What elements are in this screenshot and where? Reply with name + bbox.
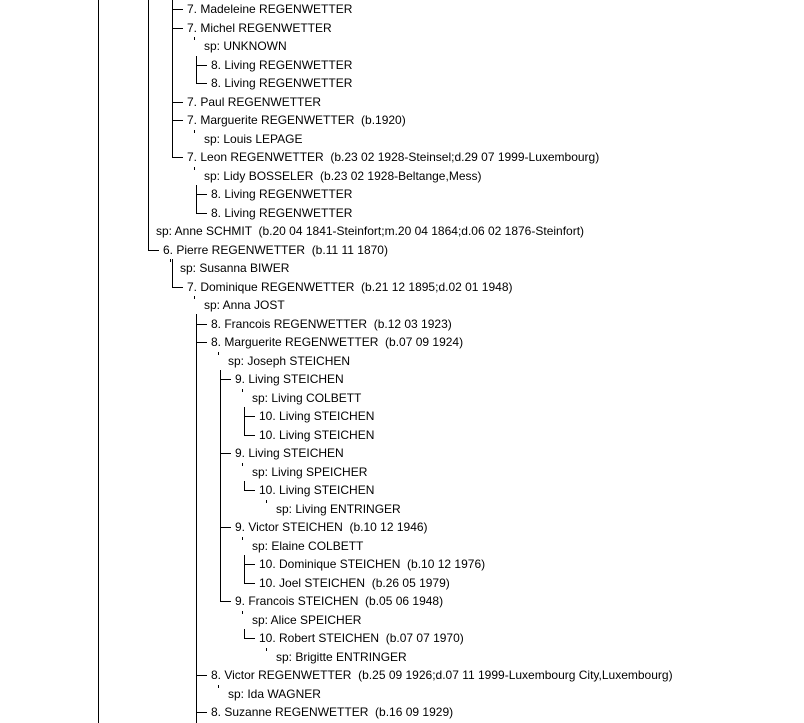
descendant-row (0, 518, 804, 536)
spouse-marker (242, 463, 243, 466)
person-label: 8. Living REGENWETTER (211, 57, 353, 72)
tree-connector (220, 453, 231, 454)
tree-connector (172, 287, 183, 288)
spouse-label: sp: Living SPEICHER (252, 464, 368, 479)
tree-connector (196, 65, 207, 66)
descendant-row (0, 111, 804, 129)
tree-connector (196, 712, 207, 713)
spouse-marker (194, 167, 195, 170)
tree-connector (196, 324, 207, 325)
tree-connector (196, 83, 207, 84)
descendant-row (0, 148, 804, 166)
spouse-row (0, 389, 804, 407)
descendant-row (0, 555, 804, 573)
spouse-row (0, 648, 804, 666)
tree-branch-line (244, 407, 245, 435)
person-label: 10. Living STEICHEN (259, 427, 375, 442)
spouse-row (0, 130, 804, 148)
spouse-marker (194, 130, 195, 133)
tree-connector (172, 28, 183, 29)
person-label: 9. Living STEICHEN (235, 372, 344, 386)
person-label: 8. Francois REGENWETTER (b.12 03 1923) (211, 316, 452, 331)
spouse-marker (242, 537, 243, 540)
tree-connector (196, 194, 207, 195)
descendant-row (0, 333, 804, 351)
tree-connector (148, 250, 159, 251)
tree-connector (244, 435, 255, 436)
tree-branch-line (244, 629, 245, 639)
spouse-marker (242, 611, 243, 614)
person-label: 7. Marguerite REGENWETTER (b.1920) (187, 113, 406, 127)
tree-connector (244, 490, 255, 491)
tree-connector (244, 638, 255, 639)
tree-connector (172, 157, 183, 158)
person-label: 8. Victor REGENWETTER (b.25 09 1926;d.07 11 1999-Luxembourg City,Luxembourg) (211, 668, 673, 682)
tree-branch-line (196, 314, 197, 723)
person-label: 7. Dominique REGENWETTER (b.21 12 1895;d.02 01 1948) (187, 279, 513, 294)
spouse-label: sp: Ida WAGNER (228, 686, 321, 701)
spouse-label: sp: Susanna BIWER (180, 261, 290, 275)
descendant-row (0, 56, 804, 74)
descendant-row (0, 185, 804, 203)
person-label: 10. Robert STEICHEN (b.07 07 1970) (259, 631, 464, 645)
spouse-row (0, 500, 804, 518)
descendant-row (0, 19, 804, 37)
spouse-marker (218, 352, 219, 355)
tree-branch-line (196, 56, 197, 84)
descendant-row (0, 426, 804, 444)
spouse-marker (266, 500, 267, 503)
descendant-row (0, 703, 804, 721)
tree-connector (220, 601, 231, 602)
person-label: 8. Marguerite REGENWETTER (b.07 09 1924) (211, 335, 464, 349)
spouse-row (0, 296, 804, 314)
tree-branch-line (172, 0, 173, 157)
descendant-row (0, 315, 804, 333)
person-label: 7. Leon REGENWETTER (b.23 02 1928-Steinsel;d.29 07 1999-Luxembourg) (187, 150, 600, 164)
spouse-label: sp: Brigitte ENTRINGER (276, 649, 407, 664)
person-label: 9. Living STEICHEN (235, 446, 344, 460)
descendant-row (0, 93, 804, 111)
person-label: 9. Francois STEICHEN (b.05 06 1948) (235, 594, 444, 608)
spouse-marker (266, 648, 267, 651)
tree-connector (220, 527, 231, 528)
descendant-row (0, 407, 804, 425)
spouse-row (0, 537, 804, 555)
person-label: 10. Joel STEICHEN (b.26 05 1979) (259, 575, 450, 590)
person-label: 9. Victor STEICHEN (b.10 12 1946) (235, 520, 428, 534)
spouse-row (0, 611, 804, 629)
spouse-row (0, 259, 804, 277)
tree-connector (196, 675, 207, 676)
person-label: 8. Living REGENWETTER (211, 76, 353, 90)
tree-connector (172, 102, 183, 103)
tree-connector (172, 120, 183, 121)
spouse-label: sp: Anne SCHMIT (b.20 04 1841-Steinfort;m.20 04 1864;d.06 02 1876-Steinfort) (156, 224, 585, 238)
spouse-row (0, 352, 804, 370)
descendant-row (0, 666, 804, 684)
spouse-label: sp: Alice SPEICHER (252, 612, 362, 627)
descendant-row (0, 444, 804, 462)
tree-branch-line (98, 0, 99, 723)
person-label: 8. Living REGENWETTER (211, 205, 353, 220)
descendant-row (0, 481, 804, 499)
tree-connector (244, 416, 255, 417)
tree-connector (220, 379, 231, 380)
tree-connector (244, 583, 255, 584)
spouse-marker (194, 296, 195, 299)
tree-branch-line (196, 185, 197, 213)
spouse-label: sp: Elaine COLBETT (252, 538, 364, 553)
descendant-row (0, 204, 804, 222)
tree-branch-line (244, 481, 245, 491)
descendant-row (0, 592, 804, 610)
tree-connector (244, 564, 255, 565)
tree-connector (196, 342, 207, 343)
spouse-label: sp: Living ENTRINGER (276, 501, 401, 516)
spouse-row (0, 37, 804, 55)
descendant-row (0, 370, 804, 388)
person-label: 10. Dominique STEICHEN (b.10 12 1976) (259, 557, 486, 571)
tree-branch-line (148, 0, 149, 250)
spouse-label: sp: Louis LEPAGE (204, 131, 303, 146)
spouse-marker (170, 259, 171, 262)
spouse-label: sp: Joseph STEICHEN (228, 353, 351, 368)
spouse-label: sp: Living COLBETT (252, 390, 362, 405)
descendant-row (0, 629, 804, 647)
person-label: 7. Michel REGENWETTER (187, 20, 332, 35)
person-label: 10. Living STEICHEN (259, 409, 375, 423)
person-label: 10. Living STEICHEN (259, 483, 375, 497)
spouse-label: sp: Lidy BOSSELER (b.23 02 1928-Beltange,Mess) (204, 168, 482, 183)
person-label: 7. Madeleine REGENWETTER (187, 2, 353, 16)
tree-branch-line (220, 370, 221, 602)
spouse-row (0, 222, 804, 240)
spouse-row (0, 685, 804, 703)
person-label: 8. Living REGENWETTER (211, 187, 353, 201)
descendant-row (0, 241, 804, 259)
spouse-marker (242, 389, 243, 392)
descendant-row (0, 574, 804, 592)
spouse-marker (218, 685, 219, 688)
person-label: 7. Paul REGENWETTER (187, 94, 322, 109)
spouse-label: sp: UNKNOWN (204, 39, 287, 53)
spouse-row (0, 463, 804, 481)
tree-connector (172, 9, 183, 10)
tree-connector (196, 213, 207, 214)
person-label: 6. Pierre REGENWETTER (b.11 11 1870) (163, 242, 388, 257)
spouse-marker (194, 37, 195, 40)
tree-branch-line (244, 555, 245, 583)
person-label: 8. Suzanne REGENWETTER (b.16 09 1929) (211, 705, 454, 719)
tree-branch-line (172, 259, 173, 287)
descendant-row (0, 278, 804, 296)
spouse-row (0, 167, 804, 185)
descendant-row (0, 0, 804, 18)
descendant-row (0, 74, 804, 92)
spouse-label: sp: Anna JOST (204, 298, 285, 312)
